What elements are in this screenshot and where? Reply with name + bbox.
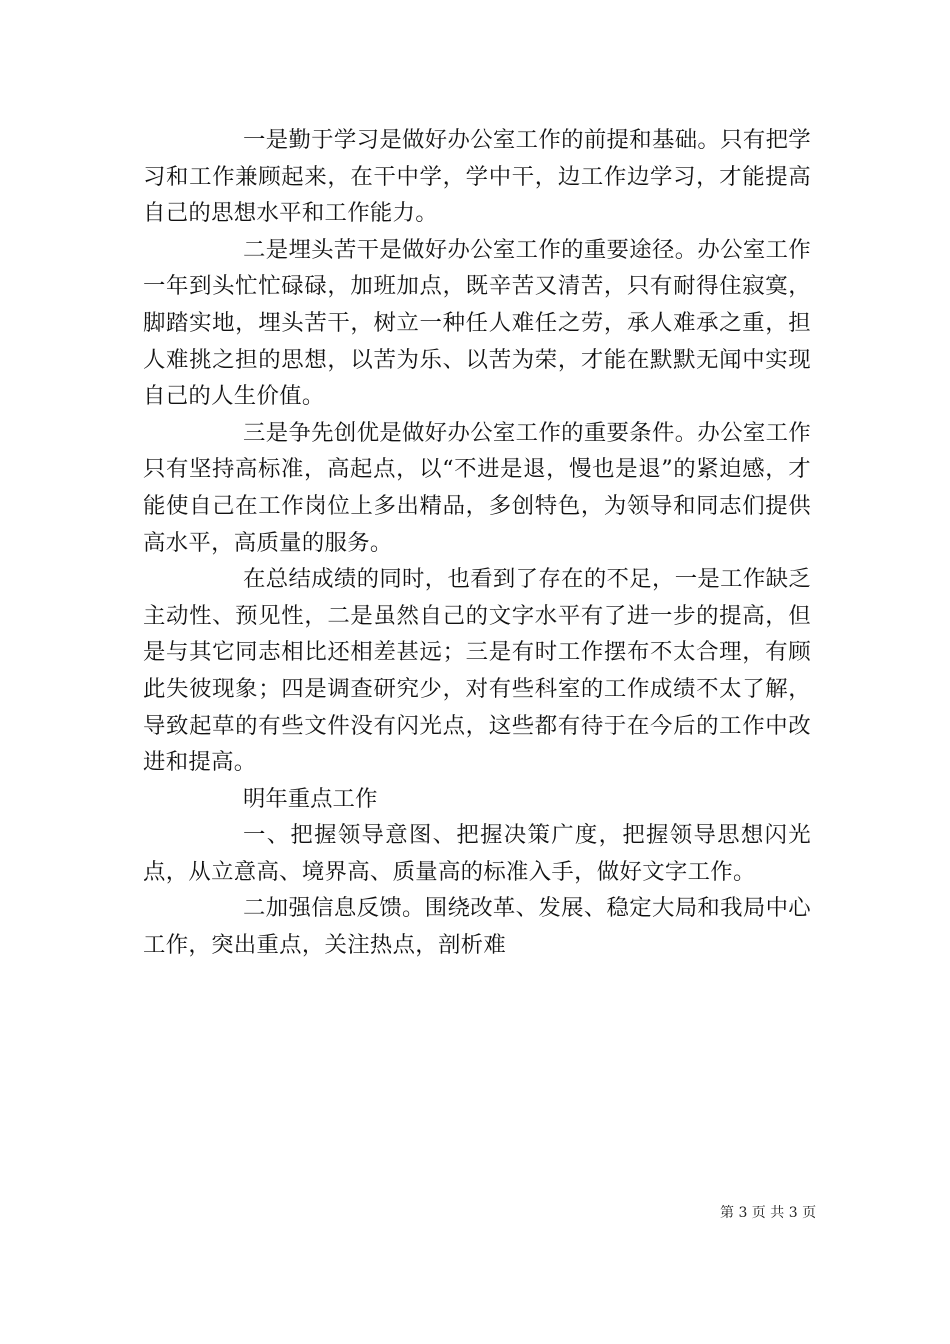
document-body	[143, 122, 811, 964]
section-heading: 明年重点工作	[243, 785, 378, 812]
plan-paragraph-2: 二加强信息反馈。围绕改革、发展、稳定大局和我局中心工作，突出重点，关注热点，剖析难	[143, 895, 811, 959]
paragraph-shortcomings: 在总结成绩的同时，也看到了存在的不足，一是工作缺乏主动性、预见性，二是虽然自己的文字水平有了进一步的提高，但是与其它同志相比还相差甚远；三是有时工作摆布不太合理，有顾此失彼现象；四是调查研究少，对有些科室的工作成绩不太了解，导致起草的有些文件没有闪光点，这些都有待于在今后的工作中改进和提高。	[143, 566, 811, 776]
paragraph-excellence: 三是争先创优是做好办公室工作的重要条件。办公室工作只有坚持高标准，高起点，以“不进是退，慢也是退”的紧迫感，才能使自己在工作岗位上多出精品，多创特色，为领导和同志们提供高水平，高质量的服务。	[143, 419, 811, 556]
page-number-footer: 第 3 页 共 3 页	[720, 1205, 817, 1221]
plan-paragraph-1: 一、把握领导意图、把握决策广度，把握领导思想闪光点，从立意高、境界高、质量高的标准入手，做好文字工作。	[143, 822, 811, 885]
paragraph-study: 一是勤于学习是做好办公室工作的前提和基础。只有把学习和工作兼顾起来，在干中学，学中干，边工作边学习，才能提高自己的思想水平和工作能力。	[143, 127, 811, 227]
paragraph-hard-work: 二是埋头苦干是做好办公室工作的重要途径。办公室工作一年到头忙忙碌碌，加班加点，既辛苦又清苦，只有耐得住寂寞，脚踏实地，埋头苦干，树立一种任人难任之劳，承人难承之重，担人难挑之担的思想，以苦为乐、以苦为荣，才能在默默无闻中实现自己的人生价值。	[143, 236, 811, 410]
